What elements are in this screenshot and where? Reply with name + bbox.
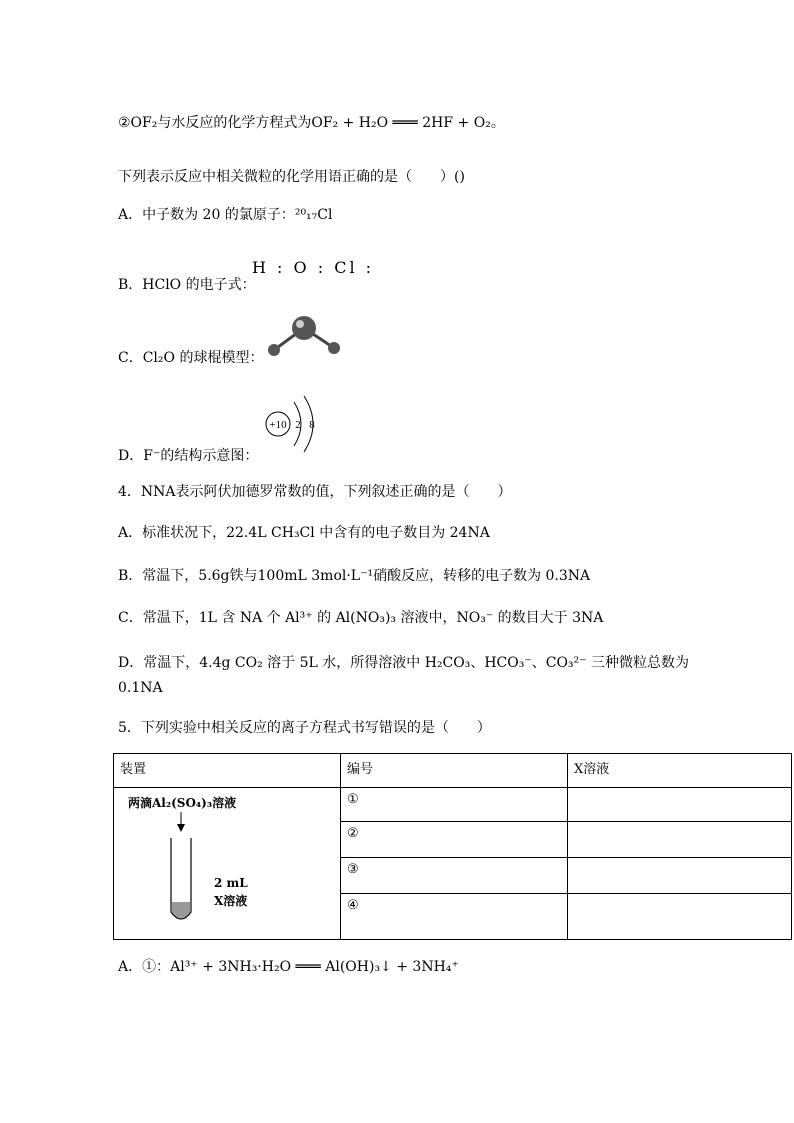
q4-option-c: C．常温下，1L 含 NA 个 Al³⁺ 的 Al(NO₃)₃ 溶液中，NO₃⁻ 的数目大于 3NA [118,610,604,626]
row-number-2: ② [341,822,568,858]
x-solution-1 [568,788,792,822]
row-number-1: ① [341,788,568,822]
q4-option-d-cont: 0.1NA [118,680,163,696]
q5-option-a: A．①：Al³⁺ + 3NH₃·H₂O ═══ Al(OH)₃↓ + 3NH₄⁺ [118,959,459,975]
shell-2: 8 [309,419,315,431]
q4-option-a: A．标准状况下，22.4L CH₃Cl 中含有的电子数目为 24NA [118,525,490,541]
fluoride-ion-structure-image [262,392,326,460]
device-top-label: 两滴Al₂(SO₄)₃溶液 [128,796,237,810]
x-solution-3 [568,858,792,894]
experiment-table [113,753,792,940]
option-d [118,446,258,466]
question-intro: 下列表示反应中相关微粒的化学用语正确的是（ ）() [118,169,465,185]
test-tube-image [154,812,304,932]
option-c [118,348,263,368]
chlorine-isotope: ²⁰₁₇Cl [294,207,333,223]
x-solution-2 [568,822,792,858]
device-volume-label: 2 mL [214,876,248,890]
q4-option-d: D．常温下，4.4g CO₂ 溶于 5L 水，所得溶液中 H₂CO₃、HCO₃⁻、CO₃²⁻ 三种微粒总数为 [118,655,689,671]
header-x-solution: X溶液 [568,754,792,788]
option-b [118,275,256,295]
option-a-label: A．中子数为 20 的氯原子： [118,207,295,223]
hclo-electron-formula: H : O : Cl : [252,258,375,277]
question-4: 4．NNA表示阿伏加德罗常数的值，下列叙述正确的是（ ） [118,484,512,500]
header-device: 装置 [114,754,341,788]
note-equation: ②OF₂与水反应的化学方程式为OF₂ + H₂O ═══ 2HF + O₂。 [118,115,505,131]
shell-1: 2 [295,419,301,431]
row-number-4: ④ [341,894,568,940]
ball-stick-model-image [262,312,352,362]
row-number-3: ③ [341,858,568,894]
device-x-label: X溶液 [214,894,248,908]
x-solution-4 [568,894,792,940]
option-d-label: D．F⁻的结构示意图： [118,448,259,464]
option-c-label: C．Cl₂O 的球棍模型： [118,350,264,366]
header-number: 编号 [341,754,568,788]
nucleus-charge: +10 [269,419,287,431]
question-5: 5．下列实验中相关反应的离子方程式书写错误的是（ ） [118,720,491,736]
q4-option-b: B．常温下，5.6g铁与100mL 3mol·L⁻¹硝酸反应，转移的电子数为 0.3NA [118,568,591,584]
option-a [118,205,332,225]
option-b-label: B．HClO 的电子式： [118,277,256,293]
device-cell [114,788,341,940]
